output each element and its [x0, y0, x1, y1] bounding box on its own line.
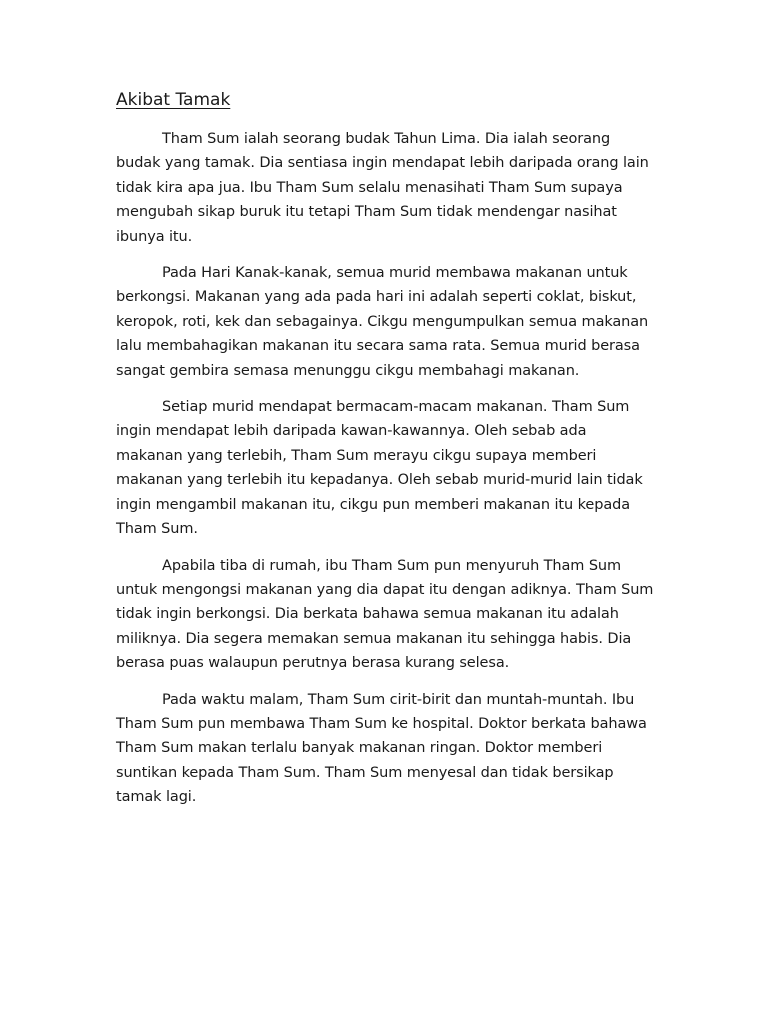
paragraph-5: Pada waktu malam, Tham Sum cirit-birit dan muntah-muntah. Ibu Tham Sum pun membawa Tham Sum ke hospital. Doktor berkata bahawa Tham Sum makan terlalu banyak makanan ringan. Doktor memberi suntikan kepada Tham Sum. Tham Sum menyesal dan tidak bersikap tamak lagi. [116, 691, 647, 806]
paragraph-4: Apabila tiba di rumah, ibu Tham Sum pun menyuruh Tham Sum untuk mengongsi makanan yang dia dapat itu dengan adiknya. Tham Sum tidak ingin berkongsi. Dia berkata bahawa semua makanan itu adalah miliknya. Dia segera memakan semua makanan itu sehingga habis. Dia berasa puas walaupun perutnya berasa kurang selesa. [116, 557, 654, 672]
paragraph-2: Pada Hari Kanak-kanak, semua murid membawa makanan untuk berkongsi. Makanan yang ada pada hari ini adalah seperti coklat, biskut, keropok, roti, kek dan sebagainya. Cikgu mengumpulkan semua makanan lalu membahagikan makanan itu secara sama rata. Semua murid berasa sangat gembira semasa menunggu cikgu membahagi makanan. [116, 265, 649, 379]
paragraph-3: Setiap murid mendapat bermacam-macam makanan. Tham Sum ingin mendapat lebih daripada kawan-kawannya. Oleh sebab ada makanan yang terlebih, Tham Sum merayu cikgu supaya memberi makanan yang terlebih itu kepadanya. Oleh sebab murid-murid lain tidak ingin mengambil makanan itu, cikgu pun memberi makanan itu kepada Tham Sum. [116, 399, 643, 538]
document-title: Akibat Tamak [116, 90, 231, 110]
paragraph-1: Tham Sum ialah seorang budak Tahun Lima. Dia ialah seorang budak yang tamak. Dia sentiasa ingin mendapat lebih daripada orang lain tidak kira apa jua. Ibu Tham Sum selalu menasihati Tham Sum supaya mengubah sikap buruk itu tetapi Tham Sum tidak mendengar nasihat ibunya itu. [116, 131, 649, 245]
document-body [116, 86, 656, 822]
